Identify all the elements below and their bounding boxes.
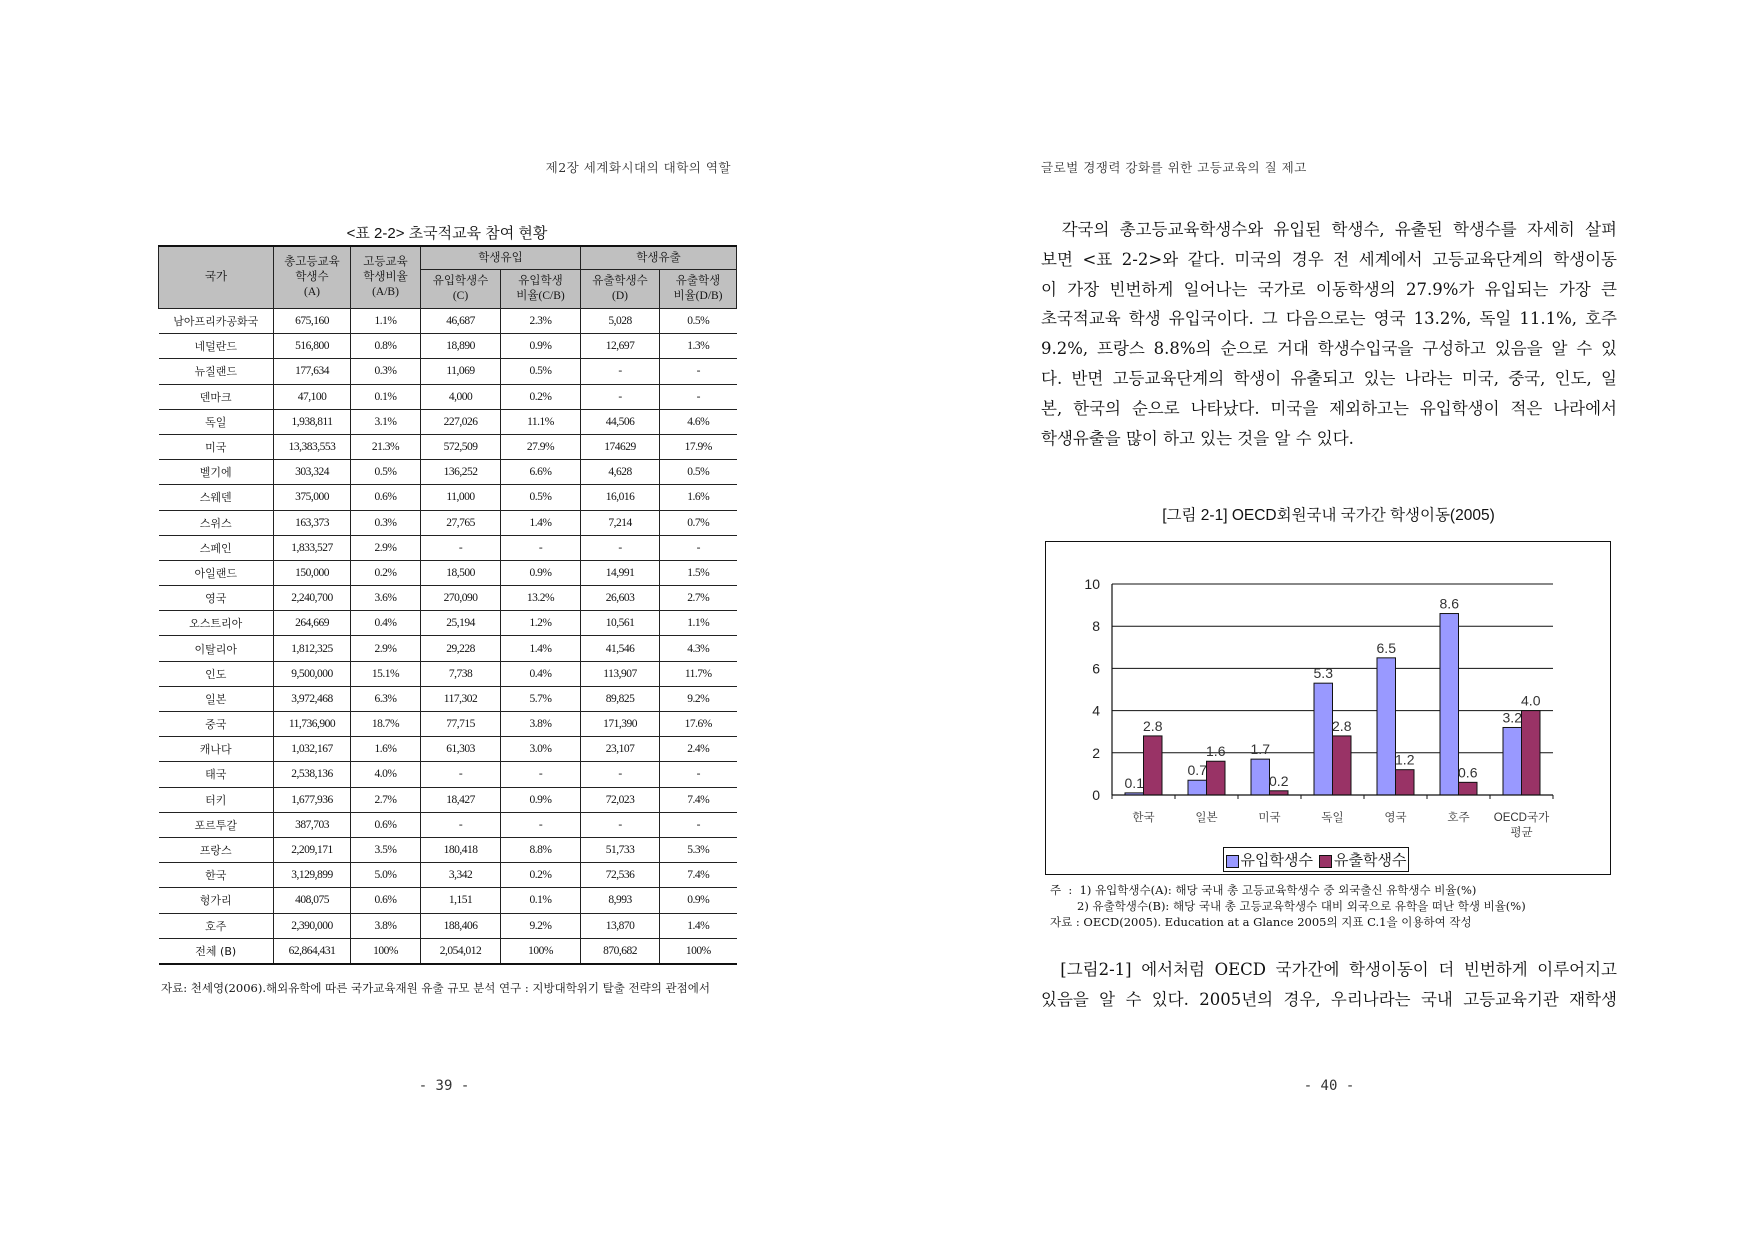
cell-inflow-ratio: 0.2%	[501, 384, 581, 409]
cell-student-ratio: 2.9%	[351, 535, 421, 560]
cell-outflow-ratio: 9.2%	[660, 686, 737, 711]
cell-outflow-count: -	[581, 384, 660, 409]
cell-country: 네덜란드	[159, 334, 274, 359]
cell-inflow-count: 180,418	[421, 837, 501, 862]
y-tick-label: 4	[1092, 702, 1100, 719]
cell-inflow-count: 29,228	[421, 636, 501, 661]
cell-inflow-count: 11,000	[421, 485, 501, 510]
cell-total-students: 177,634	[274, 359, 351, 384]
cell-student-ratio: 3.1%	[351, 409, 421, 434]
note-1: 주 : 1) 유입학생수(A): 해당 국내 총 고등교육학생수 중 외국출신 유학생수 비율(%)	[1050, 883, 1477, 897]
cell-student-ratio: 6.3%	[351, 686, 421, 711]
cell-outflow-count: 113,907	[581, 661, 660, 686]
cell-outflow-ratio: 0.5%	[660, 309, 737, 334]
cell-inflow-ratio: 9.2%	[501, 913, 581, 938]
bar-inflow	[1377, 658, 1396, 795]
cell-inflow-ratio: 0.1%	[501, 888, 581, 913]
cell-inflow-ratio: 3.0%	[501, 737, 581, 762]
table-row	[159, 334, 737, 359]
header-student-ratio: 고등교육 학생비율 (A/B)	[351, 246, 421, 309]
bar-inflow	[1314, 683, 1333, 795]
cell-total-students: 387,703	[274, 812, 351, 837]
table-row	[159, 560, 737, 585]
cell-outflow-count: 8,993	[581, 888, 660, 913]
data-label: 0.1	[1124, 774, 1144, 791]
cell-total-students: 1,833,527	[274, 535, 351, 560]
cell-inflow-ratio: 3.8%	[501, 712, 581, 737]
cell-country: 영국	[159, 586, 274, 611]
cell-total-students: 1,032,167	[274, 737, 351, 762]
cell-outflow-ratio: -	[660, 359, 737, 384]
bar-inflow	[1188, 780, 1207, 795]
table-row	[159, 611, 737, 636]
cell-inflow-ratio: 0.9%	[501, 787, 581, 812]
cell-inflow-ratio: 1.4%	[501, 636, 581, 661]
cell-student-ratio: 0.6%	[351, 812, 421, 837]
y-tick-label: 0	[1092, 787, 1100, 803]
cell-total-students: 1,677,936	[274, 787, 351, 812]
cell-country: 스페인	[159, 535, 274, 560]
bar-outflow	[1459, 782, 1478, 795]
header-outflow-count: 유출학생수 (D)	[581, 270, 660, 309]
student-mobility-table	[158, 245, 737, 965]
cell-outflow-count: 13,870	[581, 913, 660, 938]
cell-outflow-count: 7,214	[581, 510, 660, 535]
table-row	[159, 309, 737, 334]
cell-outflow-count: 51,733	[581, 837, 660, 862]
cell-inflow-count: -	[421, 812, 501, 837]
cell-outflow-ratio: -	[660, 762, 737, 787]
table-row	[159, 938, 737, 964]
table-source: 자료: 천세영(2006).해외유학에 따른 국가교육재원 유출 규모 분석 연구 : 지방대학위기 탈출 전략의 관점에서	[161, 981, 710, 995]
cell-outflow-ratio: 0.9%	[660, 888, 737, 913]
cell-country: 오스트리아	[159, 611, 274, 636]
cell-country: 전체 (B)	[159, 938, 274, 964]
text-line: 각국의 총고등교육학생수와 유입된 학생수, 유출된 학생수를 자세히 살펴	[1041, 220, 1617, 239]
cell-outflow-count: 26,603	[581, 586, 660, 611]
bar-inflow	[1440, 614, 1459, 795]
table-row	[159, 384, 737, 409]
cell-outflow-count: 23,107	[581, 737, 660, 762]
y-tick-label: 2	[1092, 744, 1100, 761]
table-row	[159, 510, 737, 535]
body-paragraph-2	[1041, 955, 1617, 1015]
text-line: 이 가장 빈번하게 일어나는 국가로 이동학생의 27.9%가 유입되는 가장 큰	[1041, 279, 1617, 299]
cell-outflow-ratio: 2.7%	[660, 586, 737, 611]
cell-country: 독일	[159, 409, 274, 434]
text-line: 본, 한국의 순으로 나타났다. 미국을 제외하고는 유입학생이 적은 나라에서	[1041, 398, 1617, 418]
cell-total-students: 2,390,000	[274, 913, 351, 938]
cell-outflow-ratio: 1.4%	[660, 913, 737, 938]
cell-student-ratio: 0.6%	[351, 888, 421, 913]
cell-student-ratio: 2.7%	[351, 787, 421, 812]
cell-outflow-ratio: 1.1%	[660, 611, 737, 636]
running-head-right: 글로벌 경쟁력 강화를 위한 고등교육의 질 제고	[1041, 160, 1307, 175]
table-row	[159, 535, 737, 560]
running-head-left: 제2장 세계화시대의 대학의 역할	[545, 160, 731, 175]
data-label: 1.6	[1206, 743, 1226, 760]
cell-inflow-count: 18,500	[421, 560, 501, 585]
chart-legend	[1223, 847, 1409, 872]
cell-inflow-count: 77,715	[421, 712, 501, 737]
table-body	[159, 309, 737, 964]
cell-student-ratio: 18.7%	[351, 712, 421, 737]
cell-inflow-count: 3,342	[421, 863, 501, 888]
cell-country: 호주	[159, 913, 274, 938]
x-category-label: 독일	[1321, 812, 1344, 824]
table-row	[159, 485, 737, 510]
table-row	[159, 460, 737, 485]
cell-outflow-ratio: 7.4%	[660, 787, 737, 812]
table-title: <표 2-2> 초국적교육 참여 현황	[346, 225, 548, 242]
cell-student-ratio: 2.9%	[351, 636, 421, 661]
data-label: 2.8	[1143, 717, 1163, 734]
cell-inflow-ratio: 27.9%	[501, 434, 581, 459]
cell-student-ratio: 5.0%	[351, 863, 421, 888]
x-category-label: 평균	[1510, 827, 1533, 839]
data-label: 4.0	[1521, 692, 1541, 709]
cell-country: 인도	[159, 661, 274, 686]
x-category-label: 일본	[1195, 812, 1218, 824]
cell-student-ratio: 3.5%	[351, 837, 421, 862]
cell-total-students: 13,383,553	[274, 434, 351, 459]
figure-notes	[1050, 882, 1526, 930]
cell-inflow-count: 2,054,012	[421, 938, 501, 964]
cell-outflow-ratio: 17.9%	[660, 434, 737, 459]
cell-outflow-count: 14,991	[581, 560, 660, 585]
cell-outflow-count: -	[581, 762, 660, 787]
bar-outflow	[1144, 736, 1163, 795]
cell-inflow-count: 188,406	[421, 913, 501, 938]
legend-swatch-inflow	[1226, 855, 1239, 868]
cell-country: 프랑스	[159, 837, 274, 862]
cell-inflow-ratio: 0.2%	[501, 863, 581, 888]
cell-outflow-count: -	[581, 535, 660, 560]
cell-total-students: 11,736,900	[274, 712, 351, 737]
header-outflow-group: 학생유출	[581, 246, 737, 270]
cell-inflow-ratio: 1.4%	[501, 510, 581, 535]
cell-total-students: 675,160	[274, 309, 351, 334]
cell-inflow-ratio: 0.9%	[501, 560, 581, 585]
cell-outflow-count: 171,390	[581, 712, 660, 737]
cell-total-students: 163,373	[274, 510, 351, 535]
cell-student-ratio: 0.1%	[351, 384, 421, 409]
cell-inflow-count: -	[421, 762, 501, 787]
table-row	[159, 434, 737, 459]
cell-country: 덴마크	[159, 384, 274, 409]
table-row	[159, 812, 737, 837]
data-label: 0.2	[1269, 772, 1289, 789]
cell-student-ratio: 1.1%	[351, 309, 421, 334]
cell-outflow-count: 10,561	[581, 611, 660, 636]
cell-outflow-count: 12,697	[581, 334, 660, 359]
cell-student-ratio: 4.0%	[351, 762, 421, 787]
data-label: 2.8	[1332, 717, 1352, 734]
cell-outflow-count: -	[581, 812, 660, 837]
cell-inflow-count: 18,427	[421, 787, 501, 812]
cell-outflow-ratio: 0.7%	[660, 510, 737, 535]
table-row	[159, 686, 737, 711]
cell-inflow-ratio: 0.4%	[501, 661, 581, 686]
cell-outflow-ratio: 1.3%	[660, 334, 737, 359]
header-outflow-ratio: 유출학생 비율(D/B)	[660, 270, 737, 309]
cell-outflow-ratio: 7.4%	[660, 863, 737, 888]
cell-student-ratio: 100%	[351, 938, 421, 964]
cell-inflow-ratio: 6.6%	[501, 460, 581, 485]
x-category-label: 호주	[1447, 812, 1470, 824]
cell-total-students: 150,000	[274, 560, 351, 585]
cell-total-students: 3,129,899	[274, 863, 351, 888]
cell-total-students: 2,538,136	[274, 762, 351, 787]
cell-inflow-count: 27,765	[421, 510, 501, 535]
table-row	[159, 837, 737, 862]
cell-outflow-ratio: 1.5%	[660, 560, 737, 585]
cell-inflow-count: 270,090	[421, 586, 501, 611]
data-label: 3.2	[1502, 709, 1522, 726]
header-inflow-group: 학생유입	[421, 246, 581, 270]
cell-outflow-ratio: 11.7%	[660, 661, 737, 686]
cell-total-students: 1,938,811	[274, 409, 351, 434]
y-tick-label: 6	[1092, 660, 1100, 677]
cell-outflow-count: 72,023	[581, 787, 660, 812]
text-line: 학생유출을 많이 하고 있는 것을 알 수 있다.	[1041, 428, 1354, 448]
cell-total-students: 47,100	[274, 384, 351, 409]
data-label: 1.2	[1395, 751, 1415, 768]
figure-caption: [그림 2-1] OECD회원국내 국가간 학생이동(2005)	[1162, 507, 1495, 524]
legend-swatch-outflow	[1319, 855, 1332, 868]
cell-inflow-ratio: 0.9%	[501, 334, 581, 359]
header-inflow-count: 유입학생수 (C)	[421, 270, 501, 309]
cell-outflow-count: 72,536	[581, 863, 660, 888]
cell-country: 미국	[159, 434, 274, 459]
text-line: [그림2-1] 에서처럼 OECD 국가간에 학생이동이 더 빈번하게 이루어지고	[1041, 960, 1617, 979]
cell-total-students: 303,324	[274, 460, 351, 485]
table-row	[159, 359, 737, 384]
data-label: 1.7	[1250, 741, 1270, 758]
cell-outflow-count: -	[581, 359, 660, 384]
table-row	[159, 712, 737, 737]
x-category-label: 미국	[1258, 812, 1281, 824]
table-row	[159, 409, 737, 434]
table-row	[159, 762, 737, 787]
table-row	[159, 787, 737, 812]
cell-outflow-ratio: -	[660, 535, 737, 560]
cell-total-students: 516,800	[274, 334, 351, 359]
cell-inflow-count: 136,252	[421, 460, 501, 485]
table-row	[159, 737, 737, 762]
cell-inflow-ratio: -	[501, 812, 581, 837]
cell-inflow-ratio: 13.2%	[501, 586, 581, 611]
text-line: 있음을 알 수 있다. 2005년의 경우, 우리나라는 국내 고등교육기관 재학생	[1041, 989, 1617, 1009]
cell-country: 헝가리	[159, 888, 274, 913]
cell-inflow-ratio: 8.8%	[501, 837, 581, 862]
cell-total-students: 2,240,700	[274, 586, 351, 611]
table-row	[159, 863, 737, 888]
cell-inflow-ratio: 100%	[501, 938, 581, 964]
cell-outflow-ratio: 17.6%	[660, 712, 737, 737]
cell-total-students: 264,669	[274, 611, 351, 636]
cell-student-ratio: 0.4%	[351, 611, 421, 636]
figure-source: 자료 : OECD(2005). Education at a Glance 2005의 지표 C.1을 이용하여 작성	[1050, 915, 1472, 929]
cell-outflow-count: 870,682	[581, 938, 660, 964]
bar-outflow	[1207, 761, 1226, 795]
cell-student-ratio: 0.5%	[351, 460, 421, 485]
cell-student-ratio: 21.3%	[351, 434, 421, 459]
cell-inflow-count: 18,890	[421, 334, 501, 359]
cell-country: 중국	[159, 712, 274, 737]
cell-outflow-ratio: 1.6%	[660, 485, 737, 510]
cell-country: 한국	[159, 863, 274, 888]
legend-item-outflow: 유출학생수	[1319, 849, 1406, 870]
y-tick-label: 10	[1084, 576, 1100, 592]
cell-outflow-count: 89,825	[581, 686, 660, 711]
cell-total-students: 62,864,431	[274, 938, 351, 964]
cell-outflow-count: 16,016	[581, 485, 660, 510]
data-label: 8.6	[1439, 595, 1459, 612]
x-category-label: OECD국가	[1493, 812, 1550, 824]
text-line: 초국적교육 학생 유입국이다. 그 다음으로는 영국 13.2%, 독일 11.1%, 호주	[1041, 309, 1617, 329]
table-row	[159, 586, 737, 611]
cell-country: 남아프리카공화국	[159, 309, 274, 334]
cell-country: 스웨덴	[159, 485, 274, 510]
cell-country: 캐나다	[159, 737, 274, 762]
header-total-students: 총고등교육 학생수 (A)	[274, 246, 351, 309]
cell-total-students: 375,000	[274, 485, 351, 510]
cell-student-ratio: 0.6%	[351, 485, 421, 510]
text-line: 다. 반면 고등교육단계의 학생이 유출되고 있는 나라는 미국, 중국, 인도, 일	[1041, 368, 1617, 388]
text-line: 9.2%, 프랑스 8.8%의 순으로 거대 학생수입국을 구성하고 있음을 알 수 있	[1041, 339, 1617, 359]
cell-student-ratio: 1.6%	[351, 737, 421, 762]
cell-country: 스위스	[159, 510, 274, 535]
cell-inflow-count: -	[421, 535, 501, 560]
page-number-right: - 40 -	[1303, 1078, 1355, 1094]
bar-inflow	[1503, 727, 1522, 795]
cell-student-ratio: 15.1%	[351, 661, 421, 686]
cell-total-students: 1,812,325	[274, 636, 351, 661]
data-label: 0.7	[1187, 762, 1207, 779]
cell-student-ratio: 0.3%	[351, 359, 421, 384]
y-tick-label: 8	[1092, 618, 1100, 635]
cell-inflow-count: 7,738	[421, 661, 501, 686]
cell-outflow-ratio: -	[660, 812, 737, 837]
cell-inflow-count: 1,151	[421, 888, 501, 913]
cell-student-ratio: 3.6%	[351, 586, 421, 611]
data-label: 0.6	[1458, 764, 1478, 781]
note-2: 2) 유출학생수(B): 해당 국내 총 고등교육학생수 대비 외국으로 유학을 떠난 학생 비율(%)	[1077, 899, 1526, 913]
page-number-left: - 39 -	[418, 1078, 470, 1094]
cell-student-ratio: 0.3%	[351, 510, 421, 535]
cell-outflow-count: 44,506	[581, 409, 660, 434]
cell-outflow-ratio: 4.6%	[660, 409, 737, 434]
cell-inflow-ratio: 2.3%	[501, 309, 581, 334]
table-row	[159, 636, 737, 661]
cell-inflow-ratio: 1.2%	[501, 611, 581, 636]
cell-outflow-count: 5,028	[581, 309, 660, 334]
cell-inflow-ratio: 0.5%	[501, 359, 581, 384]
cell-total-students: 408,075	[274, 888, 351, 913]
cell-inflow-ratio: -	[501, 762, 581, 787]
text-line: 보면 <표 2-2>와 같다. 미국의 경우 전 세계에서 고등교육단계의 학생이동	[1041, 249, 1617, 269]
cell-country: 이탈리아	[159, 636, 274, 661]
cell-total-students: 3,972,468	[274, 686, 351, 711]
cell-inflow-count: 11,069	[421, 359, 501, 384]
cell-inflow-ratio: 0.5%	[501, 485, 581, 510]
cell-student-ratio: 3.8%	[351, 913, 421, 938]
cell-country: 일본	[159, 686, 274, 711]
cell-outflow-ratio: 100%	[660, 938, 737, 964]
cell-country: 벨기에	[159, 460, 274, 485]
cell-country: 아일랜드	[159, 560, 274, 585]
cell-outflow-ratio: 2.4%	[660, 737, 737, 762]
cell-inflow-count: 4,000	[421, 384, 501, 409]
cell-country: 터키	[159, 787, 274, 812]
cell-inflow-count: 61,303	[421, 737, 501, 762]
cell-student-ratio: 0.2%	[351, 560, 421, 585]
legend-item-inflow: 유입학생수	[1226, 849, 1313, 870]
cell-inflow-ratio: 5.7%	[501, 686, 581, 711]
cell-outflow-ratio: 0.5%	[660, 460, 737, 485]
header-country: 국가	[159, 246, 274, 309]
cell-inflow-count: 25,194	[421, 611, 501, 636]
bar-outflow	[1522, 711, 1541, 795]
cell-country: 뉴질랜드	[159, 359, 274, 384]
header-inflow-ratio: 유입학생 비율(C/B)	[501, 270, 581, 309]
cell-total-students: 2,209,171	[274, 837, 351, 862]
cell-inflow-count: 227,026	[421, 409, 501, 434]
body-paragraph-1	[1041, 215, 1617, 453]
x-category-label: 한국	[1132, 812, 1155, 824]
cell-student-ratio: 0.8%	[351, 334, 421, 359]
cell-inflow-ratio: -	[501, 535, 581, 560]
cell-inflow-count: 572,509	[421, 434, 501, 459]
bar-inflow	[1251, 759, 1270, 795]
cell-outflow-ratio: 4.3%	[660, 636, 737, 661]
cell-total-students: 9,500,000	[274, 661, 351, 686]
cell-outflow-count: 4,628	[581, 460, 660, 485]
bar-outflow	[1270, 791, 1289, 795]
cell-country: 태국	[159, 762, 274, 787]
table-row	[159, 913, 737, 938]
bar-chart	[1045, 541, 1611, 875]
cell-outflow-count: 174629	[581, 434, 660, 459]
table-row	[159, 888, 737, 913]
cell-outflow-ratio: 5.3%	[660, 837, 737, 862]
data-label: 5.3	[1313, 665, 1333, 682]
bar-outflow	[1333, 736, 1352, 795]
data-label: 6.5	[1376, 639, 1396, 656]
cell-country: 포르투갈	[159, 812, 274, 837]
table-row	[159, 661, 737, 686]
cell-outflow-count: 41,546	[581, 636, 660, 661]
bar-outflow	[1396, 770, 1415, 795]
cell-inflow-ratio: 11.1%	[501, 409, 581, 434]
x-category-label: 영국	[1384, 812, 1407, 824]
cell-outflow-ratio: -	[660, 384, 737, 409]
cell-inflow-count: 46,687	[421, 309, 501, 334]
cell-inflow-count: 117,302	[421, 686, 501, 711]
